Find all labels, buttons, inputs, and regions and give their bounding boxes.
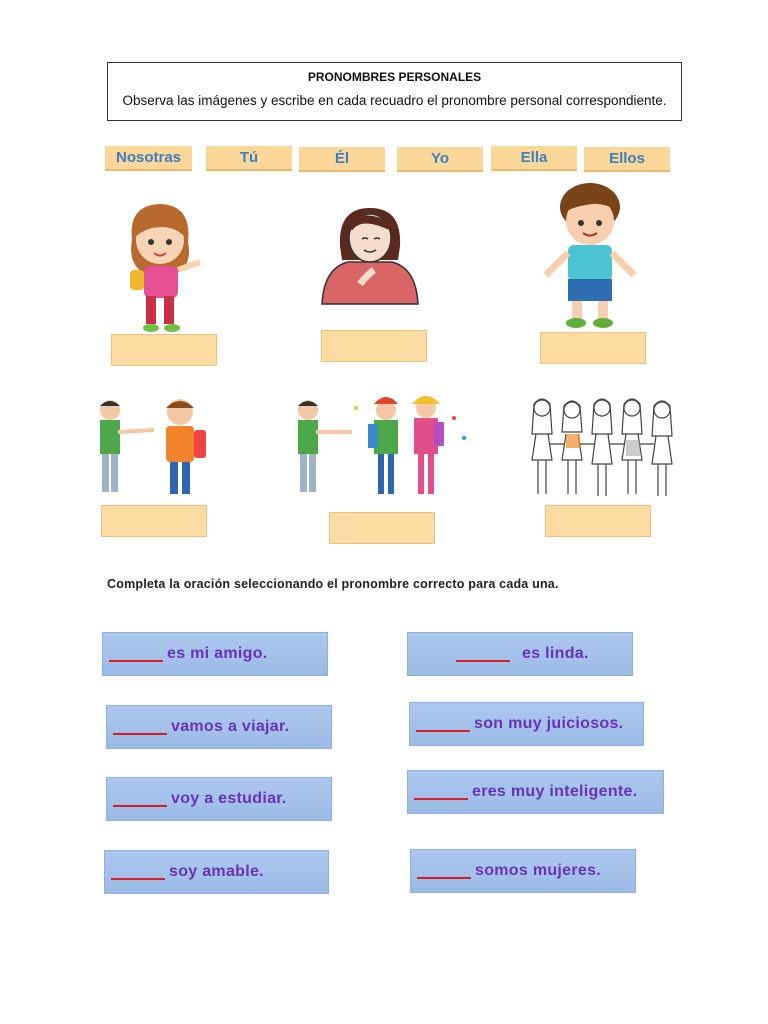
word-chip-ella: Ella <box>491 146 577 171</box>
answer-blank-8[interactable] <box>417 863 471 879</box>
instruction-text: Observa las imágenes y escribe en cada recuadro el pronombre personal correspondiente. <box>122 93 667 108</box>
sentence-box-4 <box>409 702 644 746</box>
word-chip-tu: Tú <box>206 146 292 171</box>
sentence-box-6 <box>407 770 664 814</box>
girl-pointing-self-image <box>318 204 420 306</box>
answer-blank-1[interactable] <box>109 646 163 662</box>
boy-standing-image <box>540 183 640 331</box>
sentence-text-8: somos mujeres. <box>475 862 602 879</box>
sentence-box-2 <box>407 632 633 676</box>
answer-box-5[interactable] <box>329 512 435 544</box>
sentence-box-5 <box>106 777 332 821</box>
answer-blank-7[interactable] <box>111 864 165 880</box>
sentence-text-6: eres muy inteligente. <box>472 783 638 800</box>
sentence-text-3: vamos a viajar. <box>171 718 290 735</box>
section2-instruction: Completa la oración seleccionando el pronombre correcto para cada una. <box>107 577 559 591</box>
word-chip-nosotras: Nosotras <box>105 146 192 171</box>
answer-blank-2[interactable] <box>456 646 510 662</box>
sentence-text-4: son muy juiciosos. <box>474 715 624 732</box>
page-title: PRONOMBRES PERSONALES <box>307 70 482 84</box>
word-chip-ellos: Ellos <box>584 147 670 172</box>
answer-box-3[interactable] <box>540 332 646 364</box>
word-chip-yo: Yo <box>397 147 483 172</box>
answer-blank-5[interactable] <box>113 791 167 807</box>
answer-blank-3[interactable] <box>113 719 167 735</box>
sentence-text-1: es mi amigo. <box>167 645 268 662</box>
sentence-box-3 <box>106 705 332 749</box>
answer-blank-6[interactable] <box>414 784 468 800</box>
sentence-box-8 <box>410 849 636 893</box>
answer-box-6[interactable] <box>545 505 651 537</box>
answer-box-4[interactable] <box>101 505 207 537</box>
answer-blank-4[interactable] <box>416 716 470 732</box>
header-box <box>107 62 682 121</box>
girl-with-backpack-image <box>118 200 210 335</box>
answer-box-1[interactable] <box>111 334 217 366</box>
sentence-text-7: soy amable. <box>169 863 264 880</box>
sentence-box-1 <box>102 632 328 676</box>
group-of-girls-image <box>528 394 678 504</box>
boy-pointing-at-boy-image <box>96 396 212 500</box>
answer-box-2[interactable] <box>321 330 427 362</box>
sentence-text-5: voy a estudiar. <box>171 790 287 807</box>
word-chip-el: Él <box>299 147 385 172</box>
sentence-box-7 <box>104 850 329 894</box>
boy-pointing-at-kids-image <box>294 388 474 510</box>
sentence-text-2: es linda. <box>522 645 589 662</box>
